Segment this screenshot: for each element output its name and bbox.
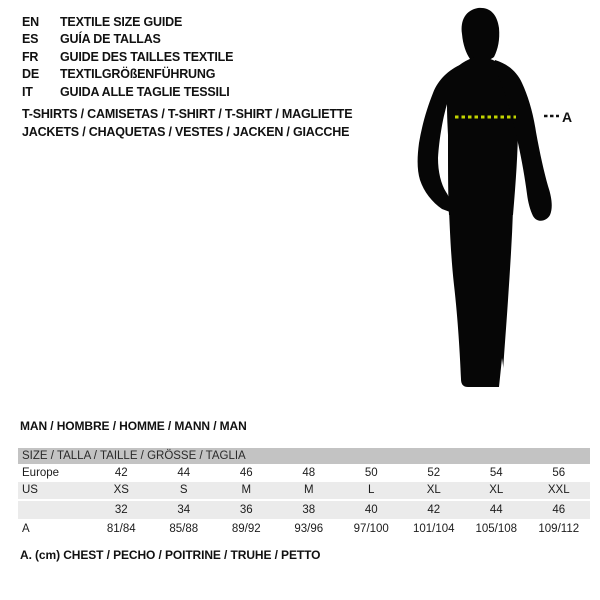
row-label: A [22,523,30,536]
table-cell: 44 [177,466,191,479]
table-cell: 109/112 [538,523,580,536]
category-line: JACKETS / CHAQUETAS / VESTES / JACKEN / GIACCHE [22,125,350,139]
table-cell: L [368,484,375,497]
table-cell: 81/84 [106,523,136,536]
language-text: GUIDE DES TAILLES TEXTILE [60,49,234,64]
table-cell: 42 [114,466,128,479]
table-cell: 93/96 [294,523,324,536]
table-cell: 42 [427,503,441,516]
language-row-it [22,83,233,101]
language-text: GUIDA ALLE TAGLIE TESSILI [60,84,230,99]
language-code: IT [22,84,33,99]
table-row [18,482,590,502]
table-cell: XS [113,484,129,497]
size-table-body [18,464,590,538]
silhouette-head [462,8,500,62]
table-cell: XL [426,484,441,497]
row-label: Europe [22,466,60,479]
table-row [18,464,590,482]
table-cell: 89/92 [231,523,261,536]
table-cell: 105/108 [475,523,518,536]
table-cell: 32 [114,503,128,516]
language-row-en [22,13,233,31]
row-label: US [22,484,38,497]
category-line: T-SHIRTS / CAMISETAS / T-SHIRT / T-SHIRT / MAGLIETTE [22,107,353,121]
table-cell: 52 [427,466,441,479]
table-cell: M [241,484,252,497]
table-cell: 54 [489,466,503,479]
category-list [22,105,352,141]
silhouette-legs [449,210,513,387]
table-cell: 56 [552,466,566,479]
size-table-header: SIZE / TALLA / TAILLE / GRÖSSE / TAGLIA [18,448,590,464]
table-cell: 97/100 [353,523,389,536]
table-cell: 46 [552,503,566,516]
language-text: GUÍA DE TALLAS [60,32,161,47]
table-cell: 46 [239,466,253,479]
size-table [18,448,590,538]
table-cell: 34 [177,503,191,516]
language-code: DE [22,67,39,82]
table-cell: 40 [364,503,378,516]
language-code: EN [22,14,39,29]
language-row-fr [22,48,233,66]
language-code: ES [22,32,39,47]
table-cell: 85/88 [169,523,199,536]
language-text: TEXTILGRÖßENFÜHRUNG [60,67,216,82]
measurement-label-a: A [562,109,573,125]
language-list [22,13,233,101]
table-cell: 50 [364,466,378,479]
man-silhouette-figure [400,0,600,400]
footnote-chest: A. (cm) CHEST / PECHO / POITRINE / TRUHE / PETTO [20,548,321,562]
language-text: TEXTILE SIZE GUIDE [60,14,183,29]
table-cell: M [303,484,314,497]
table-cell: 101/104 [412,523,455,536]
table-row [18,501,590,521]
table-cell: 44 [489,503,503,516]
table-row [18,521,590,539]
table-cell: XXL [547,484,570,497]
table-cell: XL [489,484,504,497]
table-cell: 36 [239,503,253,516]
language-code: FR [22,49,39,64]
language-row-es [22,31,233,49]
table-cell: 48 [302,466,316,479]
section-title-man: MAN / HOMBRE / HOMME / MANN / MAN [20,419,247,433]
table-cell: 38 [302,503,316,516]
man-silhouette [418,8,552,387]
language-row-de [22,66,233,84]
table-cell: S [179,484,188,497]
